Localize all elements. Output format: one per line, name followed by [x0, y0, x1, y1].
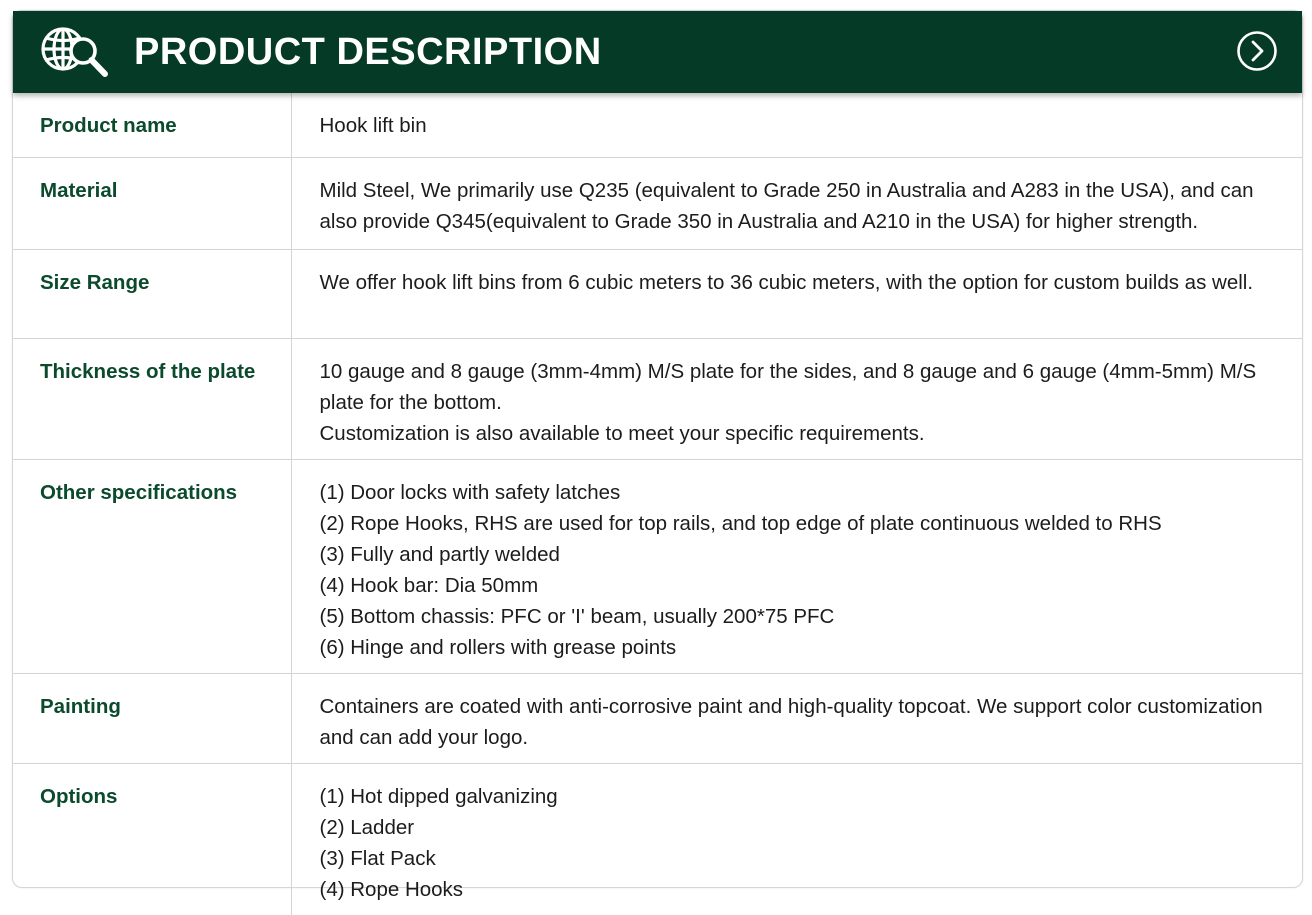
spec-label: Material [13, 157, 291, 249]
spec-value-line: We offer hook lift bins from 6 cubic meters to 36 cubic meters, with the option for custom builds as well. [319, 270, 1254, 294]
spec-value [291, 93, 1302, 157]
spec-value-line: Containers are coated with anti-corrosive paint and high-quality topcoat. We support color customization and can add your logo. [319, 694, 1263, 749]
spec-value-line: (4) Hook bar: Dia 50mm [319, 573, 539, 597]
spec-value-line: (6) Hinge and rollers with grease points [319, 635, 677, 659]
spec-value-line: (4) Rope Hooks [319, 877, 464, 901]
table-row [13, 338, 1302, 459]
globe-search-icon [39, 23, 117, 81]
section-header [13, 11, 1302, 93]
product-description-card [12, 10, 1303, 901]
spec-label: Options [13, 763, 291, 915]
specification-table [13, 93, 1302, 915]
spec-value-line: Hook lift bin [319, 114, 427, 137]
table-row [13, 249, 1302, 338]
table-row [13, 93, 1302, 157]
table-row [13, 673, 1302, 763]
spec-value [291, 338, 1302, 459]
spec-label: Painting [13, 673, 291, 763]
spec-value-line: (3) Flat Pack [319, 846, 436, 870]
page-title: PRODUCT DESCRIPTION [134, 31, 602, 73]
spec-value-line: (1) Hot dipped galvanizing [319, 784, 558, 808]
spec-value-line: 10 gauge and 8 gauge (3mm-4mm) M/S plate for the sides, and 8 gauge and 6 gauge (4mm-5mm) M/S plate for the bottom. [319, 359, 1257, 414]
spec-value-line: (1) Door locks with safety latches [319, 480, 621, 504]
spec-value [291, 763, 1302, 915]
table-row [13, 157, 1302, 249]
spec-value [291, 157, 1302, 249]
spec-label: Product name [13, 93, 291, 157]
spec-value [291, 673, 1302, 763]
table-row [13, 763, 1302, 915]
spec-label: Size Range [13, 249, 291, 338]
spec-label: Thickness of the plate [13, 338, 291, 459]
spec-label: Other specifications [13, 459, 291, 673]
spec-value-line: Mild Steel, We primarily use Q235 (equivalent to Grade 250 in Australia and A283 in the USA), and can also provide Q345(equivalent to Grade 350 in Australia and A210 in the USA) for higher strength. [319, 178, 1254, 233]
spec-value-line: (2) Rope Hooks, RHS are used for top rails, and top edge of plate continuous welded to RHS [319, 511, 1162, 535]
spec-value-line: Customization is also available to meet your specific requirements. [319, 421, 925, 445]
chevron-right-circle-icon[interactable] [1236, 30, 1278, 72]
spec-value-line: (3) Fully and partly welded [319, 542, 560, 566]
table-row [13, 459, 1302, 673]
spec-value-line: (5) Bottom chassis: PFC or 'I' beam, usually 200*75 PFC [319, 604, 835, 628]
spec-value [291, 459, 1302, 673]
spec-value-line: (2) Ladder [319, 815, 415, 839]
spec-value [291, 249, 1302, 338]
